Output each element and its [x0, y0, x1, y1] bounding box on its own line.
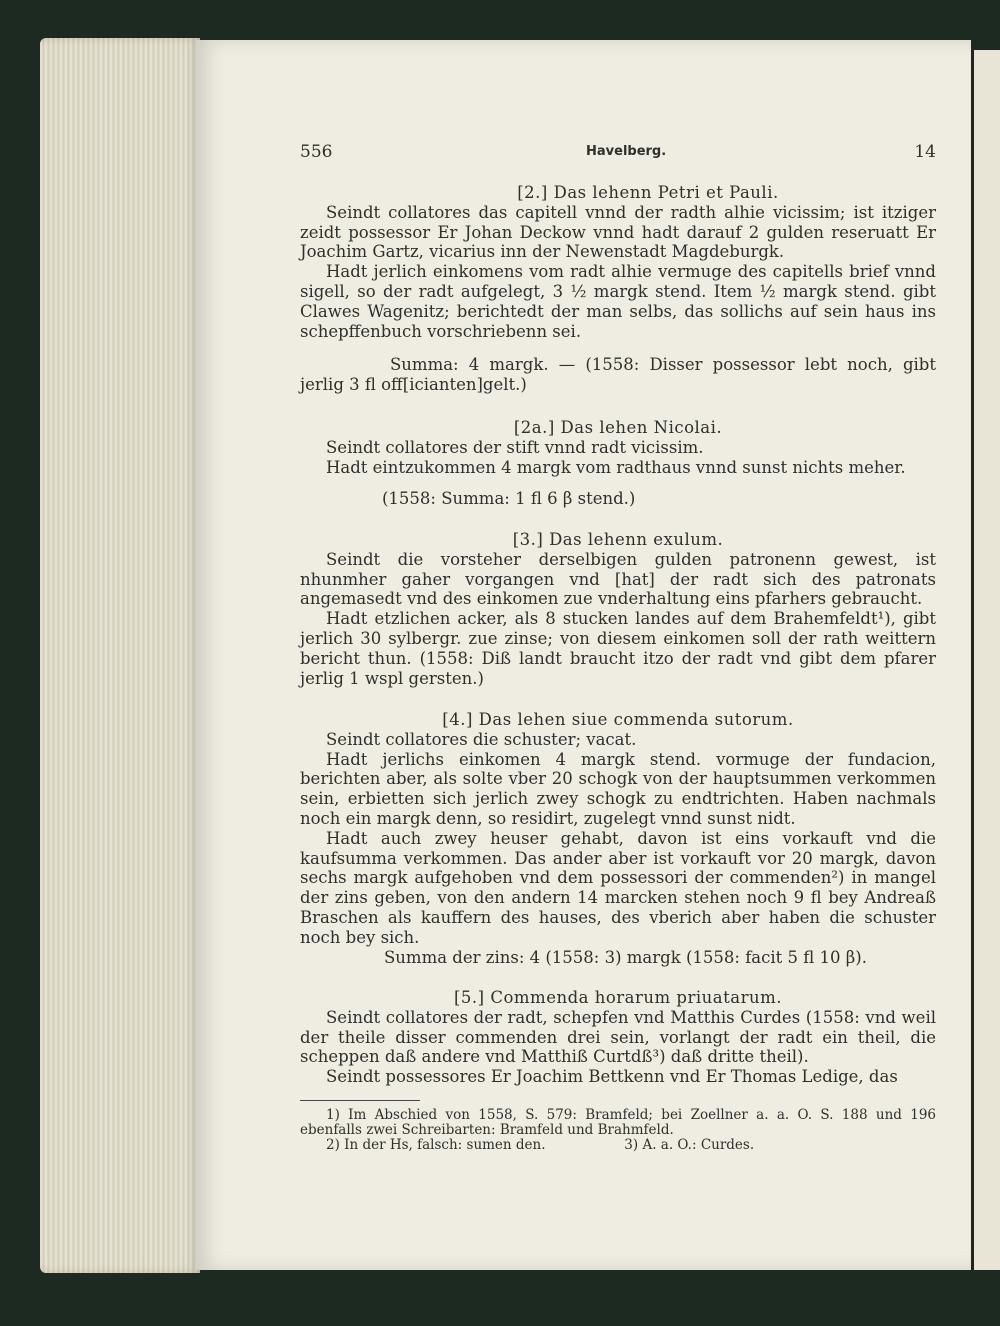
footnote: 3) A. a. O.: Curdes. — [624, 1137, 755, 1153]
section-2 — [300, 183, 936, 395]
section-heading: [2.] Das lehenn Petri et Pauli. — [517, 183, 779, 202]
paragraph: (1558: Summa: 1 fl 6 β stend.) — [382, 489, 636, 509]
facing-page-edge — [971, 50, 1000, 1270]
section-heading: [4.] Das lehen siue commenda sutorum. — [442, 710, 794, 729]
section-heading: [3.] Das lehenn exulum. — [512, 530, 724, 549]
section-4 — [300, 710, 936, 967]
footnote: 1) Im Abschied von 1558, S. 579: Bramfeld; bei Zoellner a. a. O. S. 188 und 196 ebenfalls zwei Schreibarten: Bramfeld und Brahmfeld. — [300, 1107, 936, 1138]
paragraph: Seindt collatores der stift vnnd radt vicissim. — [326, 437, 704, 457]
paragraph: Summa: 4 margk. — (1558: Disser possessor lebt noch, gibt jerlig 3 fl off[icianten]gelt.) — [300, 355, 936, 395]
footnote-rule — [300, 1100, 420, 1101]
paragraph: Seindt possessores Er Joachim Bettkenn vnd Er Thomas Ledige, das — [326, 1067, 898, 1087]
section-5 — [300, 988, 936, 1087]
paragraph: Seindt die vorsteher derselbigen gulden patronenn gewest, ist nhunmher gaher vorgangen vnd [hat] der radt sich des patronats angemasedt vnd des einkomen zue vnderhaltung eins pfarhers gebraucht. — [300, 549, 936, 609]
section-2a — [300, 418, 936, 509]
section-heading: [5.] Commenda horarum priuatarum. — [453, 988, 782, 1007]
paragraph: Seindt collatores die schuster; vacat. — [326, 729, 637, 749]
running-title: Havelberg. — [586, 144, 667, 159]
paragraph: Seindt collatores der radt, schepfen vnd Matthis Curdes (1558: vnd weil der theile disser commenden drei sein, vorlangt der radt ein theil, die scheppen daß andere vnd Matthiß Curtdß³) daß dritte theil). — [300, 1007, 936, 1067]
section-heading: [2a.] Das lehen Nicolai. — [513, 418, 723, 437]
paragraph: Hadt jerlichs einkomen 4 margk stend. vormuge der fundacion, berichten aber, als solte vber 20 schogk von der hauptsummen verkommen sein, erbietten sich jerlich zwey schogk zu endtrichten. Haben nachmals noch ein margk denn, so residirt, zugelegt vnnd sunst nidt. — [300, 749, 936, 828]
sheet-number: 14 — [914, 142, 936, 162]
paragraph: Hadt auch zwey heuser gehabt, davon ist eins vorkauft vnd die kaufsumma verkommen. Das ander aber ist vorkauft vor 20 margk, davon sechs margk aufgehoben vnd dem possessori der commenden²) in mangel der zins geben, von den andern 14 marcken stehen noch 9 fl bey Andreaß Braschen als kauffern des hauses, des vberich aber haben die schuster noch bey sich. — [300, 828, 936, 947]
paragraph: Seindt collatores das capitell vnnd der radth alhie vicissim; ist itziger zeidt possessor Er Johan Deckow vnnd hadt darauf 2 gulden reseruatt Er Joachim Gartz, vicarius inn der Newenstadt Magdeburgk. — [300, 202, 936, 262]
paragraph: Hadt eintzukommen 4 margk vom radthaus vnnd sunst nichts meher. — [326, 457, 906, 477]
paragraph: Summa der zins: 4 (1558: 3) margk (1558: facit 5 fl 10 β). — [384, 947, 867, 967]
paragraph: Hadt etzlichen acker, als 8 stucken landes auf dem Brahemfeldt¹), gibt jerlich 30 sylbergr. zue zinse; von diesem einkomen soll der rath weittern bericht thun. (1558: Diß landt braucht itzo der radt vnd gibt dem pfarer jerlig 1 wspl gersten.) — [300, 609, 936, 688]
page-header — [300, 142, 936, 166]
book-page-edges — [40, 38, 200, 1273]
paragraph: Hadt jerlich einkomens vom radt alhie vermuge des capitells brief vnnd sigell, so der radt aufgelegt, 3 ½ margk stend. Item ½ margk stend. gibt Clawes Wagenitz; berichtedt der man selbs, das sollichs auf sein haus ins schepffenbuch vorschriebenn sei. — [300, 262, 936, 341]
page-number: 556 — [300, 142, 333, 162]
footnote: 2) In der Hs, falsch: sumen den. — [326, 1137, 546, 1153]
footnotes — [300, 1108, 936, 1153]
section-3 — [300, 530, 936, 688]
